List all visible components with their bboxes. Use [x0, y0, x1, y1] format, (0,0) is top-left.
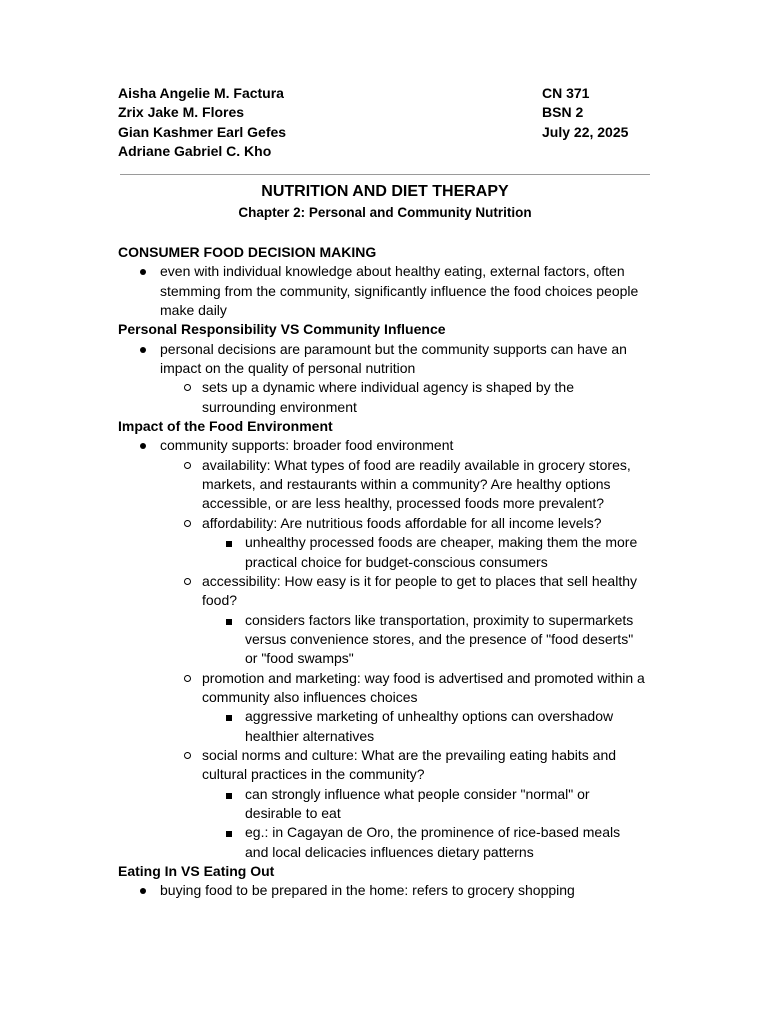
hollow-bullet-icon — [184, 752, 191, 759]
document-header — [118, 84, 648, 164]
hollow-bullet-icon — [184, 675, 191, 682]
line-text: sets up a dynamic where individual agency is shaped by the — [202, 379, 574, 396]
bullet-continuation — [118, 591, 658, 610]
course-code: CN 371 — [542, 85, 590, 101]
line-text: or "food swamps" — [245, 650, 354, 667]
author-names — [118, 84, 286, 161]
line-text: considers factors like transportation, proximity to supermarkets — [245, 611, 634, 628]
line-text: community supports: broader food environment — [160, 437, 454, 454]
bullet-continuation — [118, 843, 658, 862]
line-text: affordability: Are nutritious foods affordable for all income levels? — [202, 514, 602, 531]
bullet-item — [118, 611, 658, 630]
bullet-item — [118, 785, 658, 804]
section-heading — [118, 243, 658, 262]
hollow-bullet-icon — [184, 520, 191, 527]
bullet-icon — [140, 269, 146, 275]
line-text: community also influences choices — [202, 688, 418, 705]
author-name: Aisha Angelie M. Factura — [118, 85, 284, 101]
hollow-bullet-icon — [184, 384, 191, 391]
bullet-continuation — [118, 301, 658, 320]
line-text: and local delicacies influences dietary patterns — [245, 843, 534, 860]
bullet-continuation — [118, 282, 658, 301]
line-text: impact on the quality of personal nutrition — [160, 360, 416, 377]
section-heading — [118, 320, 658, 339]
line-text: eg.: in Cagayan de Oro, the prominence of rice-based meals — [245, 824, 621, 841]
bullet-item — [118, 436, 658, 455]
line-text: food? — [202, 592, 238, 609]
author-name: Zrix Jake M. Flores — [118, 104, 245, 121]
bullet-item — [118, 823, 658, 842]
bullet-continuation — [118, 688, 658, 707]
horizontal-divider — [120, 174, 650, 175]
line-text: desirable to eat — [245, 804, 341, 821]
bullet-continuation — [118, 475, 658, 494]
line-text: versus convenience stores, and the presence of "food deserts" — [245, 630, 634, 647]
line-text: accessible, or are less healthy, processed foods more prevalent? — [202, 495, 605, 512]
section-heading — [118, 862, 658, 881]
document-title: NUTRITION AND DIET THERAPY — [261, 183, 509, 200]
section-heading — [118, 417, 658, 436]
bullet-item — [118, 456, 658, 475]
bullet-item — [118, 572, 658, 591]
bullet-item — [118, 262, 658, 281]
hollow-bullet-icon — [184, 578, 191, 585]
line-text: CONSUMER FOOD DECISION MAKING — [118, 244, 377, 260]
line-text: healthier alternatives — [245, 727, 375, 744]
line-text: availability: What types of food are readily available in grocery stores, — [202, 456, 631, 473]
bullet-item — [118, 378, 658, 397]
line-text: can strongly influence what people consider "normal" or — [245, 785, 590, 802]
square-bullet-icon — [226, 619, 232, 625]
line-text: make daily — [160, 302, 227, 319]
line-text: accessibility: How easy is it for people to get to places that sell healthy — [202, 572, 637, 589]
bullet-icon — [140, 443, 146, 449]
bullet-continuation — [118, 630, 658, 649]
bullet-item — [118, 514, 658, 533]
author-name: Gian Kashmer Earl Gefes — [118, 123, 287, 140]
bullet-item — [118, 707, 658, 726]
line-text: Impact of the Food Environment — [118, 418, 333, 435]
line-text: Personal Responsibility VS Community Influence — [118, 321, 446, 338]
line-text: Eating In VS Eating Out — [118, 863, 275, 879]
square-bullet-icon — [226, 831, 232, 837]
line-text: aggressive marketing of unhealthy options can overshadow — [245, 708, 614, 725]
bullet-item — [118, 881, 658, 900]
line-text: social norms and culture: What are the prevailing eating habits and — [202, 746, 617, 763]
square-bullet-icon — [226, 715, 232, 721]
bullet-item — [118, 340, 658, 359]
bullet-item — [118, 533, 658, 552]
bullet-continuation — [118, 553, 658, 572]
author-name: Adriane Gabriel C. Kho — [118, 142, 272, 159]
line-text: markets, and restaurants within a community? Are healthy options — [202, 476, 611, 493]
line-text: practical choice for budget-conscious consumers — [245, 553, 548, 570]
date: July 22, 2025 — [542, 123, 629, 140]
notes-body — [118, 243, 658, 901]
bullet-continuation — [118, 727, 658, 746]
bullet-continuation — [118, 398, 658, 417]
line-text: stemming from the community, significantly influence the food choices people — [160, 282, 639, 299]
bullet-item — [118, 669, 658, 688]
bullet-continuation — [118, 649, 658, 668]
line-text: promotion and marketing: way food is advertised and promoted within a — [202, 669, 645, 686]
course-info — [542, 84, 628, 142]
chapter-subtitle: Chapter 2: Personal and Community Nutrition — [238, 205, 532, 220]
line-text: even with individual knowledge about healthy eating, external factors, often — [160, 263, 625, 280]
line-text: surrounding environment — [202, 398, 357, 415]
square-bullet-icon — [226, 793, 232, 799]
bullet-continuation — [118, 494, 658, 513]
bullet-continuation — [118, 804, 658, 823]
line-text: buying food to be prepared in the home: refers to grocery shopping — [160, 882, 575, 899]
line-text: cultural practices in the community? — [202, 766, 425, 783]
line-text: personal decisions are paramount but the community supports can have an — [160, 340, 627, 357]
bullet-continuation — [118, 765, 658, 784]
bullet-icon — [140, 888, 146, 894]
bullet-item — [118, 746, 658, 765]
section: BSN 2 — [542, 104, 584, 121]
hollow-bullet-icon — [184, 462, 191, 469]
square-bullet-icon — [226, 541, 232, 547]
bullet-continuation — [118, 359, 658, 378]
line-text: unhealthy processed foods are cheaper, making them the more — [245, 534, 638, 551]
bullet-icon — [140, 347, 146, 353]
